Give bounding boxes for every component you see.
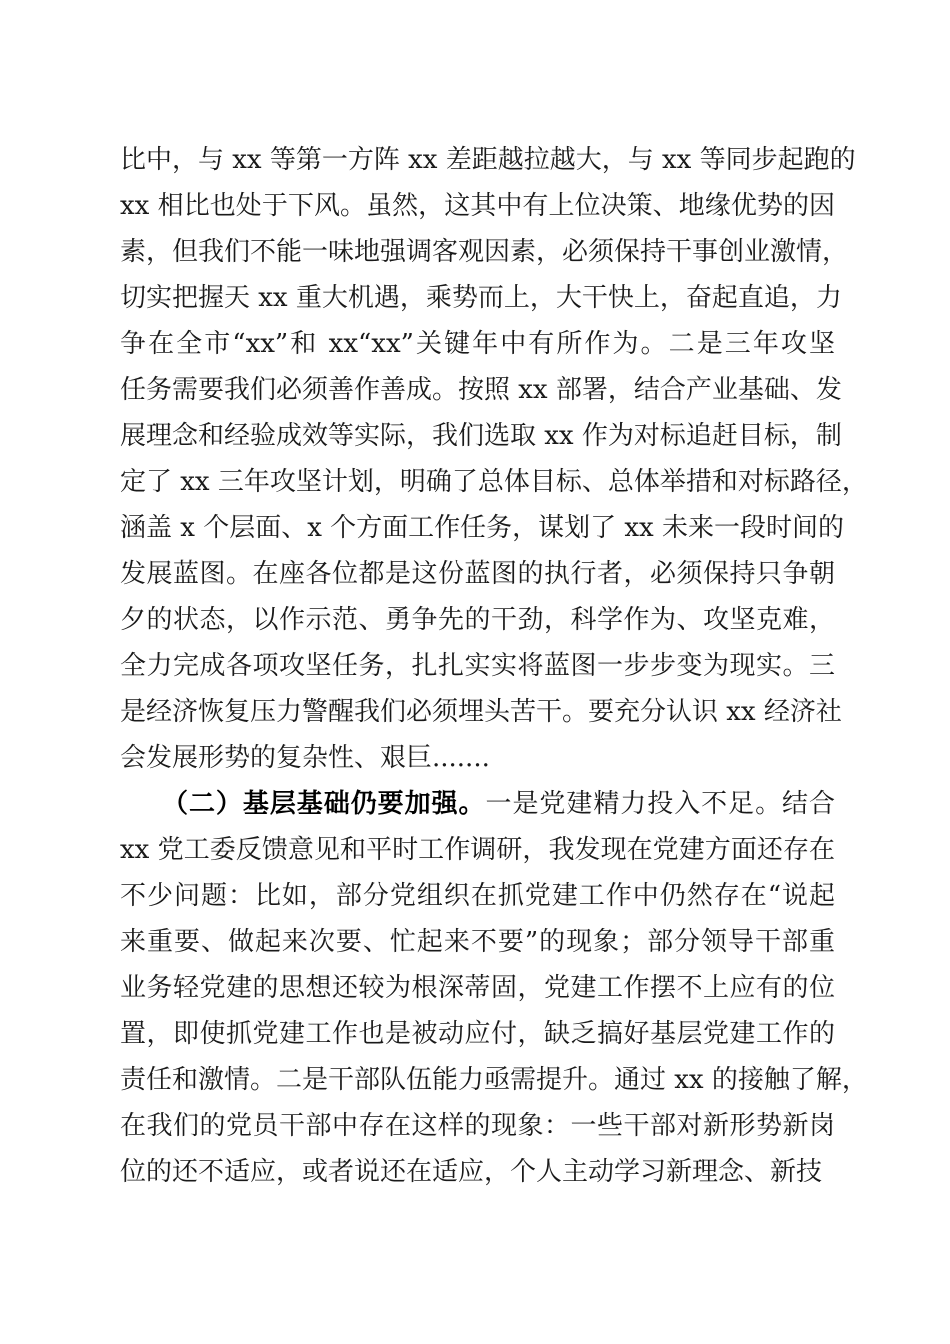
body-line: 比中，与 xx 等第一方阵 xx 差距越拉越大，与 xx 等同步起跑的: [120, 145, 856, 175]
body-line: xx 党工委反馈意见和平时工作调研，我发现在党建方面还存在: [120, 835, 835, 865]
body-line: 在我们的党员干部中存在这样的现象：一些干部对新形势新岗: [120, 1111, 835, 1141]
body-line: 来重要、做起来次要、忙起来不要”的现象；部分领导干部重: [120, 927, 835, 957]
body-line: 任务需要我们必须善作善成。按照 xx 部署，结合产业基础、发: [120, 375, 842, 405]
body-line: 业务轻党建的思想还较为根深蒂固，党建工作摆不上应有的位: [120, 973, 835, 1003]
body-line: 是经济恢复压力警醒我们必须埋头苦干。要充分认识 xx 经济社: [120, 697, 842, 727]
body-line: 发展蓝图。在座各位都是这份蓝图的执行者，必须保持只争朝: [120, 559, 835, 589]
body-line: xx 相比也处于下风。虽然，这其中有上位决策、地缘优势的因: [120, 191, 835, 221]
body-line: 会发展形势的复杂性、艰巨.......: [120, 743, 490, 773]
body-line: 全力完成各项攻坚任务，扎扎实实将蓝图一步步变为现实。三: [120, 651, 835, 681]
body-line: 不少问题：比如，部分党组织在抓党建工作中仍然存在“说起: [120, 881, 835, 911]
body-line: 夕的状态，以作示范、勇争先的干劲，科学作为、攻坚克难，: [120, 605, 835, 635]
body-line: 切实把握天 xx 重大机遇，乘势而上，大干快上，奋起直追，力: [120, 283, 842, 313]
section-heading-line: [162, 784, 835, 824]
body-line: 责任和激情。二是干部队伍能力亟需提升。通过 xx 的接触了解，: [120, 1065, 868, 1095]
body-line: 置，即使抓党建工作也是被动应付，缺乏搞好基层党建工作的: [120, 1019, 835, 1049]
body-line: 涵盖 x 个层面、x 个方面工作任务，谋划了 xx 未来一段时间的: [120, 513, 844, 543]
body-line: 定了 xx 三年攻坚计划，明确了总体目标、总体举措和对标路径，: [120, 467, 868, 497]
body-line: 展理念和经验成效等实际，我们选取 xx 作为对标追赶目标，制: [120, 421, 842, 451]
body-line: 素，但我们不能一味地强调客观因素，必须保持干事创业激情，: [120, 237, 849, 267]
section-heading: （二）基层基础仍要加强。: [162, 789, 486, 819]
body-line: 争在全市“xx”和 xx“xx”关键年中有所作为。二是三年攻坚: [120, 329, 835, 359]
body-line: 位的还不适应，或者说还在适应，个人主动学习新理念、新技: [120, 1157, 823, 1187]
section-heading-rest: 一是党建精力投入不足。结合: [485, 789, 835, 819]
